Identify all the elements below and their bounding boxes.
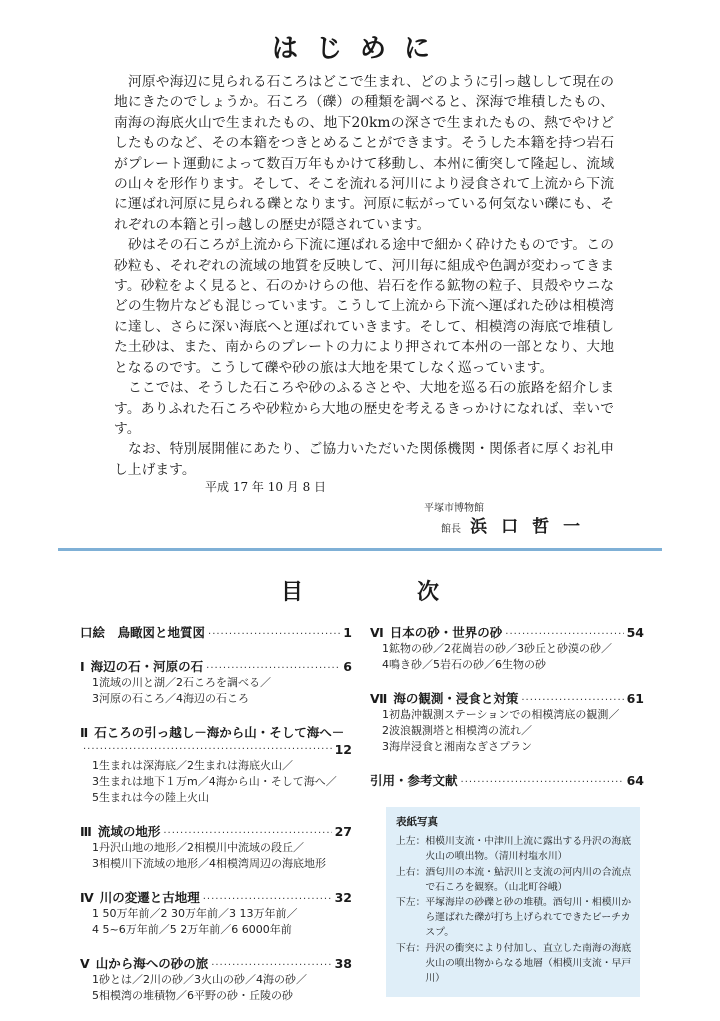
toc-page-line [80,741,352,758]
cover-item-position: 下右： [396,942,426,954]
toc-section-title: 引用・参考文献 [370,773,458,788]
cover-item-position: 上左： [396,836,426,848]
intro-title: はじめに [271,34,448,64]
toc-section-heading[interactable] [80,955,352,972]
toc-section [80,724,352,806]
toc-section-number: Ⅲ [80,824,92,839]
intro-paragraph: ここでは、そうした石ころや砂のふるさとや、大地を巡る石の旅路を紹介します。ありふれた石ころや砂粒から大地の歴史を考えるきっかけになれば、幸いです。 [114,380,614,437]
toc-subsection-line: 5生まれは今の陸上火山 [92,791,209,804]
intro-date: 平成 17 年 10 月 8 日 [205,480,327,494]
toc-section-heading[interactable] [370,690,644,707]
toc-page-number: 12 [334,742,352,757]
cover-item-text: 丹沢の衝突により付加し、直立した南海の海底火山の噴出物からなる地層（相模川支流・早戸川） [425,942,632,985]
toc-subsection-line: 4 5~6万年前／5 2万年前／6 6000年前 [92,923,292,936]
cover-item [396,895,632,941]
cover-item [396,941,632,987]
director-name: 浜口哲一 [470,517,595,537]
toc-section-number: Ⅶ [370,691,388,706]
toc-section-heading[interactable] [370,772,644,789]
intro-paragraph: なお、特別展開催にあたり、ご協力いただいた関係機関・関係者に厚くお礼申し上げます。 [114,441,614,478]
toc-page-number: 38 [334,956,352,971]
toc-section-number: Ⅵ [370,625,384,640]
toc-subsection-line: 3河原の石ころ／4海辺の石ころ [92,692,249,705]
toc-leader-dots [461,774,624,791]
toc-section [370,690,644,755]
director-signature [441,512,594,537]
toc-subsection-line: 3海岸浸食と湘南なぎさプラン [382,740,532,753]
cover-item-position: 上右： [396,866,426,878]
toc-subsection-line: 5相模湾の堆積物／6平野の砂・丘陵の砂 [92,989,293,1002]
toc-section-heading[interactable] [80,889,352,906]
cover-item-position: 下左： [396,897,426,909]
toc-title: 目 次 [280,579,485,605]
toc-subsection-line: 3生まれは地下１万m／4海から山・そして海へ／ [92,775,337,788]
toc-leader-dots [208,626,340,643]
toc-subsection-line: 1砂とは／2川の砂／3火山の砂／4海の砂／ [92,973,307,986]
intro-paragraph: 砂はその石ころが上流から下流に運ばれる途中で細かく砕けたものです。この砂粒も、それぞれの流域の地質を反映して、河川毎に組成や色調が変わってきます。砂粒をよく見ると、石のかけらの他、岩石を作る鉱物の粒子、貝殻やウニなどの生物片なども混じっています。こうして上流から下流へ運ばれた砂は相模湾に達し、さらに深い海底へと運ばれていきます。そして、相模湾の海底で堆積した土砂は、また、南からのプレートの力により押されて本州の一部となり、大地となるのです。こうして礫や砂の旅は大地を果てしなく巡っています。 [114,237,614,376]
intro-body [114,72,614,480]
toc-section-title: 海の観測・浸食と対策 [393,691,519,706]
toc-section-title: 海辺の石・河原の石 [90,659,204,674]
toc-section-title: 日本の砂・世界の砂 [389,625,503,640]
museum-name: 平塚市博物館 [424,503,484,514]
toc-section-number: Ⅱ [80,725,89,740]
toc-page-number: 6 [343,659,352,674]
cover-item [396,865,632,895]
toc-section-title: 流域の地形 [97,824,161,839]
section-divider [58,548,662,551]
toc-page-number: 1 [343,625,352,640]
toc-section-number: Ⅳ [80,890,94,905]
toc-section-title: 口絵 鳥瞰図と地質図 [80,625,206,640]
toc-section [370,772,644,789]
toc-page-number: 27 [334,824,352,839]
toc-subsection-line: 1流域の川と湖／2石ころを調べる／ [92,676,271,689]
cover-item [396,834,632,864]
toc-subsection-line: 3相模川下流域の地形／4相模湾周辺の海底地形 [92,857,326,870]
toc-section-number: Ⅴ [80,956,90,971]
cover-box-title: 表紙写真 [396,816,438,828]
toc-section [80,823,352,872]
toc-section-heading[interactable] [370,624,644,641]
toc-subsection-line: 1初島沖観測ステーションでの相模湾底の観測／ [382,708,620,721]
toc-section-title: 山から海への砂の旅 [95,956,209,971]
cover-item-text: 平塚海岸の砂礫と砂の堆積。酒匂川・相模川から運ばれた礫が打ち上げられてできたビーチカスプ。 [425,897,632,939]
toc-section [370,624,644,673]
toc-page-number: 32 [334,890,352,905]
toc-subsection-line: 1 50万年前／2 30万年前／3 13万年前／ [92,907,298,920]
toc-leader-dots [83,741,332,758]
intro-paragraph: 河原や海辺に見られる石ころはどこで生まれ、どのように引っ越しして現在の地にきたのでしょうか。石ころ（礫）の種類を調べると、深海で堆積したもの、南海の海底火山で生まれたもの、地下20kmの深さで生まれたもの、熱でやけどしたものなど、その本籍をつきとめることができます。そうした本籍を持つ岩石がプレート運動によって数百万年もかけて移動し、本州に衝突して隆起し、流域の山々を形作ります。そして、そこを流れる河川により浸食されて上流から下流に運ばれ河原に見られる礫となります。河原に転がっている何気ない礫にも、それぞれの本籍と引っ越しの歴史が隠されています。 [114,74,614,233]
toc-subsection-line: 1鉱物の砂／2花崗岩の砂／3砂丘と砂漠の砂／ [382,642,612,655]
director-role: 館長 [441,524,461,535]
cover-item-text: 相模川支流・中津川上流に露出する丹沢の海底火山の噴出物。（清川村塩水川） [425,836,632,863]
toc-subsection-line: 4鳴き砂／5岩石の砂／6生物の砂 [382,658,546,671]
toc-section-heading[interactable] [80,724,352,741]
toc-subsection-line: 1生まれは深海底／2生まれは海底火山／ [92,759,293,772]
toc-left-column [80,624,352,1021]
toc-section-number: Ⅰ [80,659,85,674]
toc-section [80,658,352,707]
toc-section-heading[interactable] [80,823,352,840]
toc-subsection-line: 2波浪観測塔と相模湾の流れ／ [382,724,532,737]
toc-page-number: 64 [626,773,644,788]
toc-section [80,624,352,641]
toc-subsection-line: 1丹沢山地の地形／2相模川中流域の段丘／ [92,841,304,854]
cover-item-text: 酒匂川の本流・鮎沢川と支流の河内川の合流点で石ころを観察。（山北町谷峨） [425,866,632,893]
toc-page-number: 54 [626,625,644,640]
cover-photo-box [386,807,640,997]
toc-section-heading[interactable] [80,658,352,675]
toc-section-heading[interactable] [80,624,352,641]
toc-right-column [370,624,644,806]
toc-section [80,955,352,1004]
toc-section [80,889,352,938]
toc-section-title: 石ころの引っ越し－海から山・そして海へ－ [94,725,345,740]
toc-page-number: 61 [626,691,644,706]
toc-section-title: 川の変遷と古地理 [99,890,200,905]
